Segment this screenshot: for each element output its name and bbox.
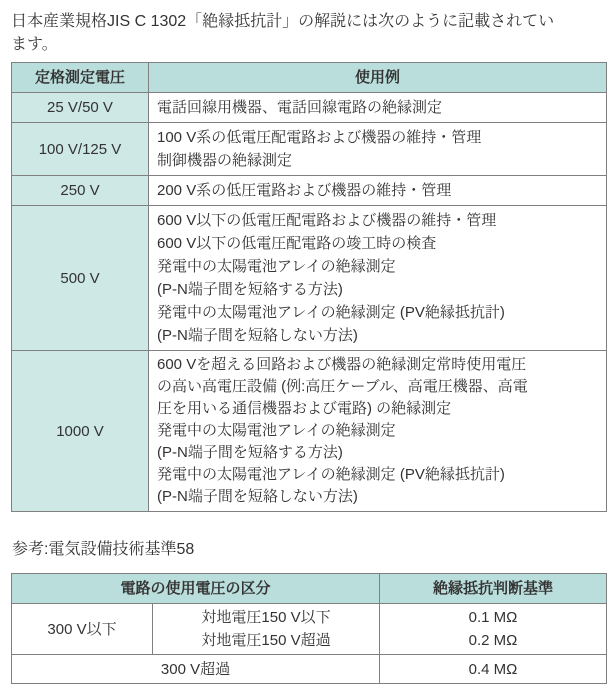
row-1000v — [12, 351, 607, 512]
reference-note: 参考:電気設備技術基準58 — [12, 541, 195, 558]
usage-line: 600 V以下の低電圧配電路の竣工時の検査 — [157, 235, 437, 252]
criteria-line: 0.2 MΩ — [468, 632, 518, 649]
intro-line: 日本産業規格JIS C 1302「絶縁抵抗計」の解説には次のように記載されてい — [11, 13, 555, 30]
voltage-cell: 250 V — [12, 176, 149, 206]
table-header-row — [12, 574, 607, 604]
header-resistance-criteria: 絶縁抵抗判断基準 — [380, 574, 607, 604]
subdivision-line: 対地電圧150 V超過 — [201, 632, 331, 649]
usage-line: (P-N端子間を短絡する方法) — [157, 444, 343, 461]
usage-line: 制御機器の絶縁測定 — [157, 152, 293, 169]
usage-line: (P-N端子間を短絡しない方法) — [157, 488, 358, 505]
subdivision-line: 対地電圧150 V以下 — [201, 609, 331, 626]
criteria-cell: 0.4 MΩ — [380, 655, 607, 684]
usage-line: 600 Vを超える回路および機器の絶縁測定常時使用電圧 — [157, 356, 527, 373]
usage-line: 200 V系の低圧電路および機器の維持・管理 — [157, 182, 452, 199]
header-usage-example: 使用例 — [149, 63, 607, 93]
row-300v-below — [12, 604, 607, 655]
usage-line: 電話回線用機器、電話回線電路の絶縁測定 — [157, 99, 443, 116]
voltage-cell: 500 V — [12, 206, 149, 351]
usage-line: 発電中の太陽電池アレイの絶縁測定 (PV絶縁抵抗計) — [157, 466, 505, 483]
header-voltage-division: 電路の使用電圧の区分 — [12, 574, 380, 604]
rated-voltage-table — [11, 62, 607, 512]
usage-cell — [149, 93, 607, 123]
row-300v-above — [12, 655, 607, 684]
division-cell: 300 V以下 — [12, 604, 153, 655]
voltage-cell: 1000 V — [12, 351, 149, 512]
voltage-cell: 25 V/50 V — [12, 93, 149, 123]
usage-cell — [149, 206, 607, 351]
row-250v — [12, 176, 607, 206]
criteria-table — [11, 573, 607, 684]
voltage-cell: 100 V/125 V — [12, 123, 149, 176]
usage-line: 発電中の太陽電池アレイの絶縁測定 (PV絶縁抵抗計) — [157, 304, 505, 321]
subdivision-cell — [153, 604, 380, 655]
usage-line: 100 V系の低電圧配電路および機器の維持・管理 — [157, 129, 482, 146]
usage-line: 発電中の太陽電池アレイの絶縁測定 — [157, 258, 396, 275]
usage-line: (P-N端子間を短絡しない方法) — [157, 327, 358, 344]
row-500v — [12, 206, 607, 351]
criteria-cell — [380, 604, 607, 655]
criteria-line: 0.1 MΩ — [468, 609, 518, 626]
row-25v-50v — [12, 93, 607, 123]
row-100v-125v — [12, 123, 607, 176]
usage-cell — [149, 176, 607, 206]
usage-cell — [149, 123, 607, 176]
division-cell: 300 V超過 — [12, 655, 380, 684]
header-rated-measurement-voltage: 定格測定電圧 — [12, 63, 149, 93]
intro-text — [11, 10, 606, 56]
usage-line: (P-N端子間を短絡する方法) — [157, 281, 343, 298]
intro-line: ます。 — [11, 36, 58, 53]
usage-line: 発電中の太陽電池アレイの絶縁測定 — [157, 422, 396, 439]
usage-line: 圧を用いる通信機器および電路) の絶縁測定 — [157, 400, 452, 417]
usage-line: 600 V以下の低電圧配電路および機器の維持・管理 — [157, 212, 497, 229]
usage-line: の高い高電圧設備 (例:高圧ケーブル、高電圧機器、高電 — [157, 378, 528, 395]
usage-cell — [149, 351, 607, 512]
table-header-row — [12, 63, 607, 93]
